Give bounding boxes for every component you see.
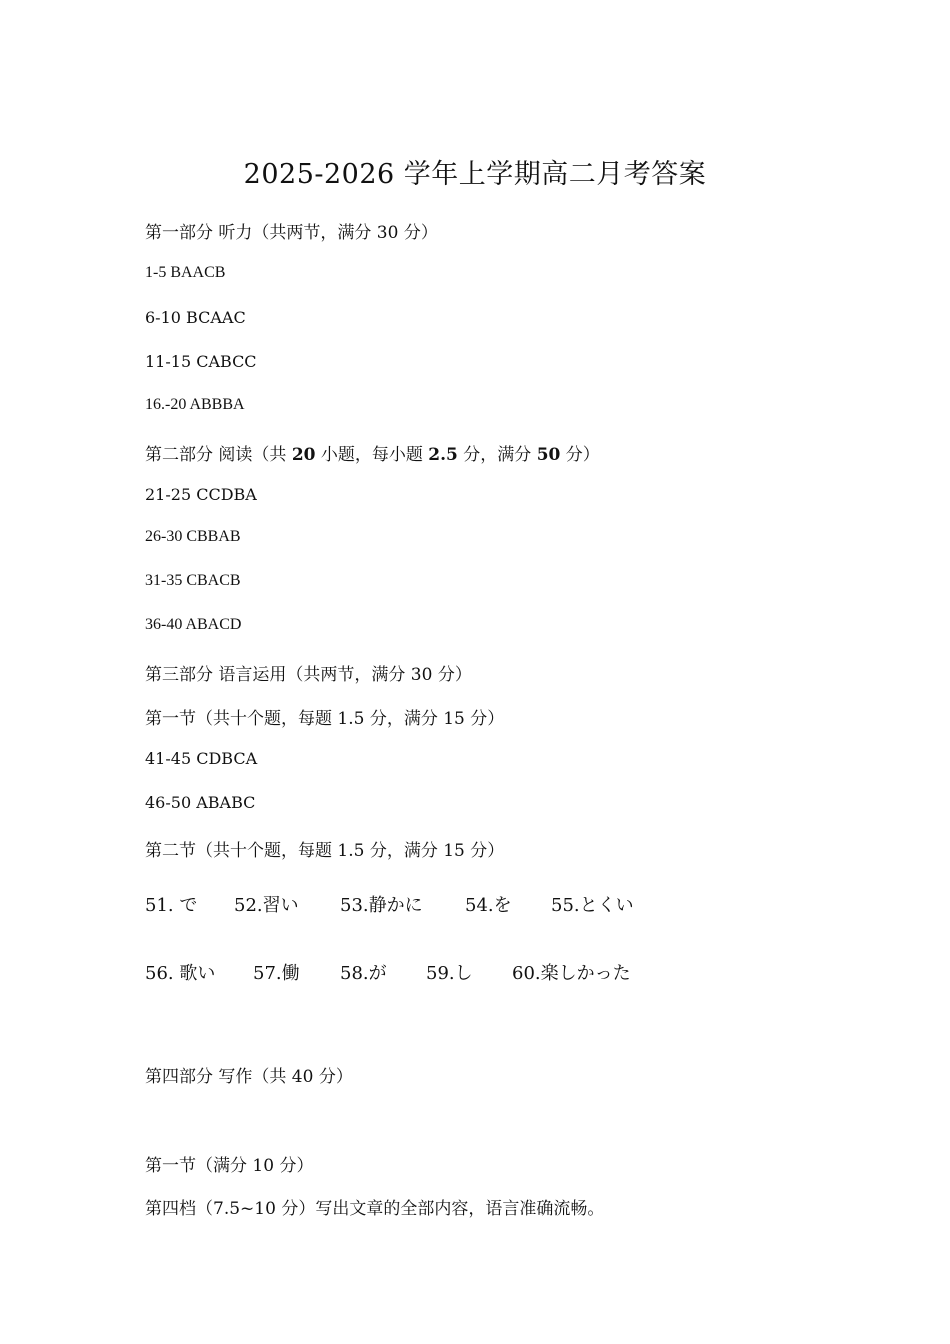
part3-section1-heading: 第一节（共十个题，每题 1.5 分，满分 15 分）: [145, 709, 505, 729]
answer-55: 55.とくい: [551, 895, 634, 916]
part1-answer-row: 6-10 BCAAC: [145, 308, 246, 327]
part1-heading: 第一部分 听力（共两节，满分 30 分）: [145, 223, 438, 243]
part2-heading-text: 分，满分: [457, 445, 537, 465]
answer-59: 59.し: [426, 963, 473, 984]
part3-heading: 第三部分 语言运用（共两节，满分 30 分）: [145, 665, 472, 685]
part1-answer-row: 16.-20 ABBBA: [145, 396, 245, 413]
answer-54: 54.を: [465, 895, 512, 916]
answer-53: 53.静かに: [340, 895, 423, 916]
part4-heading: 第四部分 写作（共 40 分）: [145, 1067, 353, 1087]
grading-criterion: 第四档（7.5~10 分）写出文章的全部内容，语言准确流畅。: [145, 1199, 605, 1219]
part2-heading-text: 第二部分 阅读（共: [145, 445, 292, 465]
part1-answer-row: 1-5 BAACB: [145, 264, 226, 281]
part2-heading-text: 小题，每小题: [315, 445, 429, 465]
question-count: 20: [291, 445, 316, 465]
total-points: 50: [536, 445, 561, 465]
answer-56: 56. 歌い: [145, 963, 216, 984]
part2-answer-row: 26-30 CBBAB: [145, 528, 241, 545]
answer-52: 52.習い: [234, 895, 299, 916]
part2-heading-text: 分）: [560, 445, 600, 465]
part2-answer-row: 21-25 CCDBA: [145, 485, 257, 504]
points-per-question: 2.5: [428, 445, 458, 465]
part3-section2-heading: 第二节（共十个题，每题 1.5 分，满分 15 分）: [145, 841, 505, 861]
part3-answer-row: 46-50 ABABC: [145, 793, 256, 812]
answer-57: 57.働: [253, 963, 300, 984]
answer-51: 51. で: [145, 895, 198, 916]
answer-58: 58.が: [340, 963, 387, 984]
part3-answer-row: 41-45 CDBCA: [145, 749, 258, 768]
part2-answer-row: 36-40 ABACD: [145, 616, 242, 633]
part4-section1-heading: 第一节（满分 10 分）: [145, 1156, 314, 1176]
page-title: 2025-2026 学年上学期高二月考答案: [243, 159, 707, 190]
part1-answer-row: 11-15 CABCC: [145, 352, 257, 371]
part2-heading: [145, 440, 600, 465]
part2-answer-row: 31-35 CBACB: [145, 572, 241, 589]
answer-60: 60.楽しかった: [512, 963, 631, 984]
